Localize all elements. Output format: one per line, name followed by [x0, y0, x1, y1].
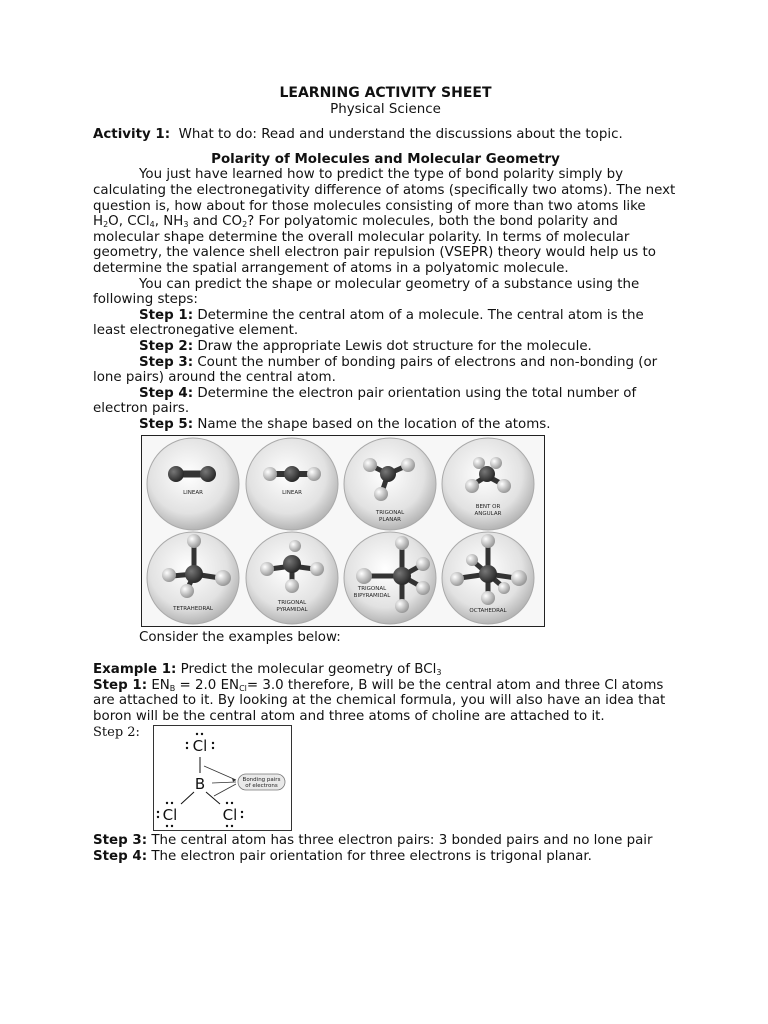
- svg-text:TRIGONAL: TRIGONAL: [357, 586, 387, 593]
- trigonal-bipyramidal-disc: [344, 532, 436, 624]
- svg-text:Cl: Cl: [192, 737, 208, 756]
- trigonal-pyramidal-disc: [246, 532, 338, 624]
- svg-text:of electrons: of electrons: [245, 783, 278, 790]
- example-step-1: Step 1: $EN_B = 2.0$ $EN_{Cl}= 3.0$ therefore, B will be the central atom and three Cl atoms are attached to it. By looking at the chemical formula, you will also have an idea that boron will be the central atom and three atoms of choline are attached to it.: [93, 677, 666, 724]
- example-step-3: Step 3: The central atom has three electron pairs: 3 bonded pairs and no lone pair: [93, 833, 653, 849]
- tetrahedral-disc: [147, 532, 239, 624]
- svg-text:B: B: [194, 775, 206, 794]
- svg-text:LINEAR: LINEAR: [282, 490, 302, 497]
- sheet-subtitle: Physical Science: [330, 101, 441, 117]
- example-1-line: Example 1: Predict the molecular geometry of BCl$_3$: [93, 662, 442, 678]
- consider-text: Consider the examples below:: [139, 630, 341, 646]
- example-step-2: [93, 725, 678, 833]
- trigonal-planar-disc: [344, 438, 436, 530]
- activity-line: [93, 127, 678, 143]
- svg-text:Bonding pairs: Bonding pairs: [242, 777, 281, 784]
- step-item: Step 1: Determine the central atom of a molecule. The central atom is the least electronegative element.: [93, 307, 644, 339]
- svg-text:ANGULAR: ANGULAR: [474, 511, 502, 518]
- document-page: [93, 86, 678, 865]
- lewis-structure-bcl3: [153, 725, 292, 831]
- svg-text:PLANAR: PLANAR: [379, 517, 401, 524]
- step-item: Step 5: Name the shape based on the location of the atoms.: [139, 416, 551, 432]
- sheet-title: LEARNING ACTIVITY SHEET: [279, 85, 492, 101]
- linear-disc: [246, 438, 338, 530]
- svg-text:TRIGONAL: TRIGONAL: [277, 600, 307, 607]
- example-step-4: Step 4: The electron pair orientation for three electrons is trigonal planar.: [93, 849, 592, 865]
- octahedral-disc: [442, 532, 534, 624]
- svg-text:OCTAHEDRAL: OCTAHEDRAL: [469, 608, 507, 615]
- step-item: Step 3: Count the number of bonding pairs of electrons and non-bonding (or lone pairs) around the central atom.: [93, 354, 658, 386]
- svg-text:Cl: Cl: [162, 806, 178, 825]
- linear-disc: [147, 438, 239, 530]
- bent-disc: [442, 438, 534, 530]
- svg-text:Cl: Cl: [222, 806, 238, 825]
- svg-text:LINEAR: LINEAR: [183, 490, 203, 497]
- intro-paragraph: You just have learned how to predict the type of bond polarity simply by calculating the electronegativity difference of atoms (specifically two atoms). The next question is, how about for those molecules consisting of more than two atoms like $H_2O$, CCl$_4$, $NH_3$ and $CO_2$? For polyatomic molecules, both the bond polarity and molecular shape determine the overall molecular polarity. In terms of molecular geometry, the valence shell electron pair repulsion (VSEPR) theory would help us to determine the spatial arrangement of atoms in a polyatomic molecule.: [93, 167, 676, 276]
- activity-label: Activity 1:: [93, 127, 171, 143]
- step-item: Step 4: Determine the electron pair orientation using the total number of electron pairs.: [93, 385, 637, 417]
- svg-text:TETRAHEDRAL: TETRAHEDRAL: [173, 606, 213, 613]
- molecular-geometry-figure: [141, 435, 545, 627]
- svg-text:BIPYRAMIDAL: BIPYRAMIDAL: [353, 593, 391, 600]
- step-item: Step 2: Draw the appropriate Lewis dot structure for the molecule.: [139, 338, 592, 354]
- svg-text:BENT OR: BENT OR: [475, 504, 501, 511]
- section-title: Polarity of Molecules and Molecular Geometry: [211, 151, 560, 167]
- activity-text: What to do: Read and understand the discussions about the topic.: [178, 127, 623, 143]
- steps-intro-paragraph: You can predict the shape or molecular geometry of a substance using the following steps:: [93, 276, 640, 308]
- svg-text:TRIGONAL: TRIGONAL: [375, 510, 405, 517]
- svg-text:PYRAMIDAL: PYRAMIDAL: [276, 607, 308, 614]
- step-2-label: Step 2:: [93, 725, 140, 741]
